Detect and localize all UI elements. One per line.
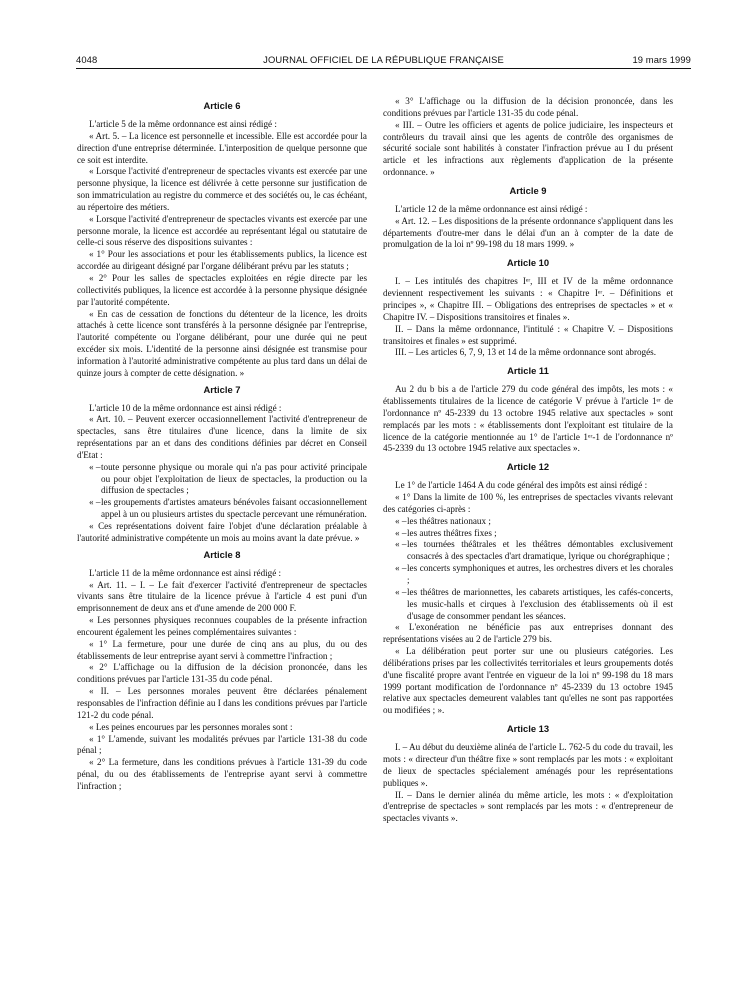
article-heading: Article 6 (203, 100, 241, 111)
paragraph: L'article 12 de la même ordonnance est ainsi rédigé : (395, 203, 588, 214)
list-item-text: les autres théâtres fixes ; (407, 527, 497, 538)
article-heading: Article 11 (507, 365, 549, 377)
paragraph: « Les peines encourues par les personnes morales sont : (89, 721, 293, 732)
article-heading: Article 10 (506, 257, 550, 269)
paragraph: L'article 5 de la même ordonnance est ainsi rédigé : (89, 119, 277, 129)
list-item-text: les concerts symphoniques et autres, les orchestres divers et les chorales ; (407, 563, 673, 585)
paragraph: Le 1° de l'article 1464 A du code général des impôts est ainsi rédigé : (395, 480, 648, 491)
list-dash: « – (89, 461, 101, 472)
issue-date: 19 mars 1999 (632, 54, 691, 65)
paragraph: « 2° La fermeture, dans les conditions prévues à l'article 131-39 du code pénal, du ou des établissements de l'entreprise ayant servi à commettre l'infraction ; (77, 757, 367, 791)
list-item-text: les théâtres nationaux ; (407, 515, 491, 526)
paragraph: I. – Au début du deuxième alinéa de l'article L. 762-5 du code du travail, les mots : « directeur d'un théâtre fixe » sont remplacés par les mots : « exploitant de lieux de spectacles spécialement aménagés pour les représentations publiques ». (383, 742, 673, 788)
paragraph: « La délibération peut porter sur une ou plusieurs catégories. Les délibérations prises par les collectivités territoriales et leurs groupements dotés d'une fiscalité propre avant l'entrée en vigueur de la loi nº 99-198 du 18 mars 1999 portant modification de l'ordonnance nº 45-2339 du 13 octobre 1945 relative aux spectacles demeurent valables tant qu'elles ne sont pas rapportées ou modifiées ; ». (383, 646, 673, 716)
paragraph: « 1° La fermeture, pour une durée de cinq ans au plus, du ou des établissements de leur entreprise ayant servi à commettre l'infraction ; (77, 638, 367, 661)
paragraph: Au 2 du b bis a de l'article 279 du code général des impôts, les mots : « établissements titulaires de la licence de catégorie V prévue à l'article 1ᵉʳ de l'ordonnance nº 45-2339 du 13 octobre 1945 relative aux spectacles » sont remplacés par les mots : « établissements dont l'exploitant est titulaire de la licence de la catégorie mentionnée au 1° de l'article 1ᵉʳ-1 de l'ordonnance nº 45-2339 du 13 octobre 1945 relative aux spectacles ». (383, 384, 673, 454)
article-heading: Article 7 (203, 383, 241, 395)
article-heading: Article 8 (203, 548, 241, 560)
paragraph: « 1° Pour les associations et pour les établissements publics, la licence est accordée au dirigeant désigné par l'organe délibérant prévu par les statuts ; (77, 249, 367, 272)
paragraph: L'article 10 de la même ordonnance est ainsi rédigé : (89, 402, 282, 413)
paragraph: « 1° Dans la limite de 100 %, les entreprises de spectacles vivants relevant des catégories ci-après : (383, 492, 673, 514)
paragraph: « Ces représentations doivent faire l'objet d'une déclaration préalable à l'autorité administrative compétente un mois au moins avant la date prévue. » (77, 521, 367, 543)
article-heading: Article 13 (506, 723, 550, 735)
list-item-text: toute personne physique ou morale qui n'a pas pour activité principale ou pour objet l'exploitation de lieux de spectacles, la production ou la diffusion de spectacles ; (101, 461, 367, 496)
paragraph: « 2° L'affichage ou la diffusion de la décision prononcée, dans les conditions prévues par l'article 131-35 du code pénal. (77, 662, 367, 685)
left-column (77, 96, 367, 793)
list-item (383, 539, 673, 563)
paragraph: III. – Les articles 6, 7, 9, 13 et 14 de la même ordonnance sont abrogés. (395, 347, 656, 358)
paragraph: « Art. 11. – I. – Le fait d'exercer l'activité d'entrepreneur de spectacles vivants sans être titulaire de la licence prévue à l'article 4 est puni d'un emprisonnement de deux ans et d'une amende de 200 000 F. (77, 579, 367, 614)
list-item (383, 563, 673, 587)
list-item (77, 497, 367, 521)
paragraph: « 1° L'amende, suivant les modalités prévues par l'article 131-38 du code pénal ; (77, 733, 367, 756)
paragraph: L'article 11 de la même ordonnance est ainsi rédigé : (89, 567, 282, 578)
list-item (383, 528, 673, 540)
paragraph: « Art. 5. – La licence est personnelle et incessible. Elle est accordée pour la direction d'une entreprise déterminée. L'interposition de quelque personne que ce soit est interdite. (77, 130, 367, 165)
list-dash: « – (89, 497, 101, 508)
paragraph: « En cas de cessation de fonctions du détenteur de la licence, les droits attachés à cette licence sont transférés à la personne désignée par l'entreprise, l'autorité compétente ou l'organe délibérant, pour une durée qui ne peut excéder six mois. L'identité de la personne ainsi désignée est transmise pour information à l'autorité administrative compétente au plus tard dans un délai de quinze jours à compter de cette désignation. » (77, 308, 367, 378)
paragraph: « Lorsque l'activité d'entrepreneur de spectacles vivants est exercée par une personne physique, la licence est délivrée à cette personne sur justification de son immatriculation au registre du commerce et des sociétés ou, le cas échéant, au répertoire des métiers. (77, 166, 367, 212)
list-item-text: les tournées théâtrales et les théâtres démontables exclusivement consacrés à des spectacles d'art dramatique, lyrique ou chorégraphique ; (407, 539, 673, 562)
paragraph: « 3° L'affichage ou la diffusion de la décision prononcée, dans les conditions prévues par l'article 131-35 du code pénal. (383, 96, 673, 118)
list-item-text: les groupements d'artistes amateurs bénévoles faisant occasionnellement appel à un ou plusieurs artistes du spectacle percevant une rémunération. (101, 497, 367, 520)
list-item-text: les théâtres de marionnettes, les cabarets artistiques, les cafés-concerts, les music-halls et cirques à l'exclusion des établissements où il est d'usage de consommer pendant les séances. (407, 586, 673, 621)
list-item (77, 462, 367, 498)
article-heading: Article 12 (506, 461, 550, 473)
right-column (383, 96, 673, 825)
list-dash: « – (395, 527, 407, 538)
paragraph: II. – Dans la même ordonnance, l'intitulé : « Chapitre V. – Dispositions transitoires et finales » est supprimé. (383, 323, 673, 346)
paragraph: « Art. 12. – Les dispositions de la présente ordonnance s'appliquent dans les départements d'outre-mer dans le délai d'un an à compter de la date de promulgation de la loi nº 99-198 du 18 mars 1999. » (383, 215, 673, 250)
paragraph: « 2° Pour les salles de spectacles exploitées en régie directe par les collectivités publiques, la licence est accordée à la personne physique désignée par l'autorité compétente. (77, 272, 367, 307)
paragraph: I. – Les intitulés des chapitres Iᵉʳ, III et IV de la même ordonnance deviennent respectivement les suivants : « Chapitre Iᵉʳ. – Définitions et principes », « Chapitre III. – Obligations des entreprises de spectacles » et « Chapitre IV. – Dispositions transitoires et finales ». (383, 276, 673, 322)
running-head (76, 54, 691, 68)
list-item (383, 587, 673, 623)
article-heading: Article 9 (509, 184, 547, 196)
list-item (383, 516, 673, 528)
paragraph: II. – Dans le dernier alinéa du même article, les mots : « d'exploitation d'entreprise de spectacles » sont remplacés par les mots : « d'entrepreneur de spectacles vivants ». (383, 789, 673, 824)
paragraph: « Lorsque l'activité d'entrepreneur de spectacles vivants est exercée par une personne morale, la licence est accordée au représentant légal ou statutaire de celle-ci sous réserve des dispositions suivantes : (77, 213, 367, 248)
list-dash: « – (395, 515, 407, 526)
journal-title: JOURNAL OFFICIEL DE LA RÉPUBLIQUE FRANÇAISE (263, 54, 504, 65)
paragraph: « Art. 10. – Peuvent exercer occasionnellement l'activité d'entrepreneur de spectacles, sans être titulaires d'une licence, dans la limite de six représentations par an et dans des conditions définies par décret en Conseil d'Etat : (77, 414, 367, 460)
page-number: 4048 (76, 54, 98, 65)
paragraph: « Les personnes physiques reconnues coupables de la présente infraction encourent également les peines complémentaires suivantes : (77, 615, 367, 637)
paragraph: « L'exonération ne bénéficie pas aux entreprises donnant des représentations visées au 2 de l'article 279 bis. (383, 622, 673, 645)
list-dash: « – (395, 586, 407, 597)
header-rule (76, 68, 691, 69)
paragraph: « III. – Outre les officiers et agents de police judiciaire, les inspecteurs et contrôleurs du travail ainsi que les agents de contrôle des organismes de sécurité sociale sont habilités à constater l'infraction prévue au I du présent article et les infractions aux règlements d'application de la présente ordonnance. » (383, 119, 673, 178)
list-dash: « – (395, 539, 407, 550)
list-dash: « – (395, 563, 407, 574)
paragraph: « II. – Les personnes morales peuvent être déclarées pénalement responsables de l'infraction définie au I dans les conditions prévues par l'article 121-2 du code pénal. (77, 686, 367, 720)
